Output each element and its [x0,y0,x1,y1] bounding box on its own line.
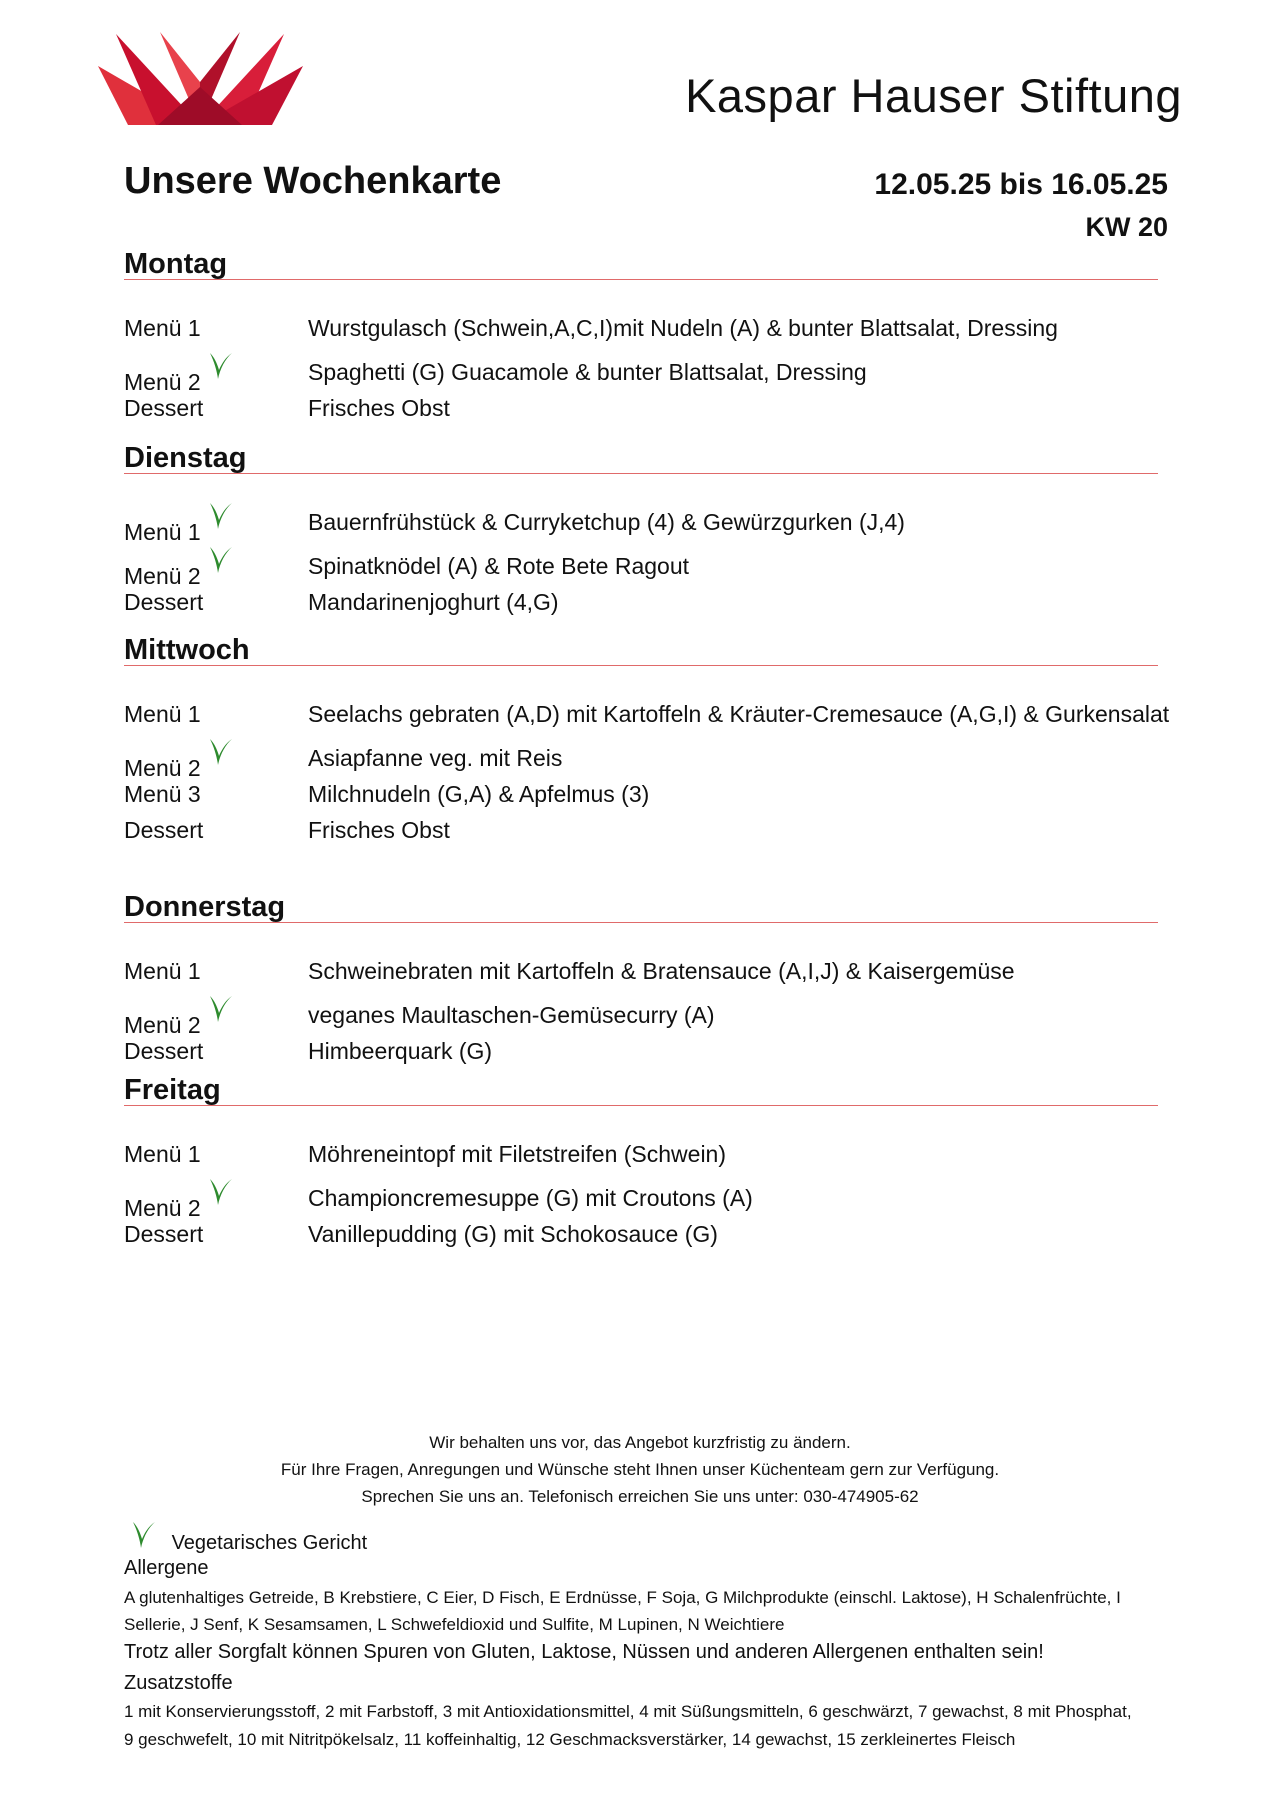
vegetarian-leaf-icon [205,555,233,587]
menu-item-label [124,783,201,806]
menu-item-label-text: Dessert [124,1038,204,1064]
menu-item-label-text: Menü 2 [124,1195,201,1221]
menu-item-dish: veganes Maultaschen-Gemüsecurry (A) [308,1002,715,1028]
menu-item-dish: Seelachs gebraten (A,D) mit Kartoffeln & Kräuter-Cremesauce (A,G,I) & Gurkensalat [308,701,1170,727]
notice-phone: Sprechen Sie uns an. Telefonisch erreichen Sie uns unter: 030-474905-62 [361,1487,919,1506]
menu-item-label [124,960,201,983]
notice-change: Wir behalten uns vor, das Angebot kurzfristig zu ändern. [429,1433,851,1452]
vegetarian-leaf-icon [205,1187,233,1219]
menu-item-label [124,703,201,726]
traces-warning: Trotz aller Sorgfalt können Spuren von Gluten, Laktose, Nüssen und anderen Allergenen enthalten sein! [124,1641,1044,1663]
menu-item-label [124,511,233,544]
date-range: 12.05.25 bis 16.05.25 [874,168,1168,201]
vegetarian-leaf-icon [205,1004,233,1036]
menu-item-label [124,1040,203,1063]
menu-item-label-text: Menü 1 [124,315,201,341]
menu-item-dish: Möhreneintopf mit Filetstreifen (Schwein) [308,1141,726,1167]
menu-item-label-text: Menü 1 [124,701,201,727]
menu-item-dish: Schweinebraten mit Kartoffeln & Bratensauce (A,I,J) & Kaisergemüse [308,958,1015,984]
page-title: Unsere Wochenkarte [124,160,502,202]
additives-list-line-1: 1 mit Konservierungsstoff, 2 mit Farbstoff, 3 mit Antioxidationsmittel, 4 mit Süßungsmitteln, 6 geschwärzt, 7 gewachst, 8 mit Phosphat, [124,1702,1132,1721]
vegetarian-leaf-icon [128,1520,156,1552]
menu-item-label [124,1187,233,1220]
menu-item-label-text: Menü 2 [124,755,201,781]
vegetarian-leaf-icon [205,511,233,543]
day-divider [124,665,1158,666]
menu-item-dish: Spaghetti (G) Guacamole & bunter Blattsalat, Dressing [308,359,867,385]
menu-item-dish: Spinatknödel (A) & Rote Bete Ragout [308,553,690,579]
menu-item-dish: Bauernfrühstück & Curryketchup (4) & Gewürzgurken (J,4) [308,509,905,535]
day-heading: Donnerstag [124,891,286,923]
menu-item-label-text: Menü 2 [124,369,201,395]
menu-item-label-text: Dessert [124,589,204,615]
menu-item-label [124,555,233,588]
day-heading: Dienstag [124,442,247,474]
menu-item-dish: Frisches Obst [308,817,450,843]
menu-item-label-text: Menü 2 [124,1012,201,1038]
menu-item-label-text: Menü 1 [124,958,201,984]
allergens-heading: Allergene [124,1557,209,1579]
day-heading: Freitag [124,1074,221,1106]
allergens-list-line-1: A glutenhaltiges Getreide, B Krebstiere, C Eier, D Fisch, E Erdnüsse, F Soja, G Milchprodukte (einschl. Laktose), H Schalenfrüchte, I [124,1588,1121,1607]
day-heading: Montag [124,248,228,280]
menu-item-label-text: Dessert [124,395,204,421]
vegetarian-leaf-icon [205,747,233,779]
menu-item-dish: Himbeerquark (G) [308,1038,493,1064]
menu-item-label-text: Dessert [124,1221,204,1247]
vegetarian-leaf-icon [205,361,233,393]
allergens-list-line-2: Sellerie, J Senf, K Sesamsamen, L Schwefeldioxid und Sulfite, M Lupinen, N Weichtiere [124,1615,785,1634]
menu-item-dish: Frisches Obst [308,395,450,421]
menu-item-label [124,1143,201,1166]
notice-contact: Für Ihre Fragen, Anregungen und Wünsche steht Ihnen unser Küchenteam gern zur Verfügung. [280,1460,1000,1479]
day-divider [124,922,1158,923]
vegetarian-legend [124,1520,367,1555]
menu-item-label [124,397,203,420]
vegetarian-legend-label: Vegetarisches Gericht [171,1532,368,1554]
menu-item-label [124,361,233,394]
menu-item-label-text: Menü 1 [124,1141,201,1167]
week-label: KW 20 [1085,212,1168,242]
menu-item-label [124,1223,203,1246]
menu-item-label-text: Menü 3 [124,781,201,807]
day-divider [124,473,1158,474]
menu-item-label-text: Menü 2 [124,563,201,589]
menu-item-label-text: Menü 1 [124,519,201,545]
menu-item-dish: Asiapfanne veg. mit Reis [308,745,563,771]
day-heading: Mittwoch [124,634,250,666]
additives-heading: Zusatzstoffe [124,1672,233,1694]
menu-item-dish: Mandarinenjoghurt (4,G) [308,589,559,615]
additives-list-line-2: 9 geschwefelt, 10 mit Nitritpökelsalz, 11 koffeinhaltig, 12 Geschmacksverstärker, 14 gewachst, 15 zerkleinertes Fleisch [124,1730,1016,1749]
menu-item-dish: Wurstgulasch (Schwein,A,C,I)mit Nudeln (A) & bunter Blattsalat, Dressing [308,315,1058,341]
menu-item-label [124,317,201,340]
organization-name: Kaspar Hauser Stiftung [685,69,1182,122]
day-divider [124,1105,1158,1106]
menu-item-dish: Milchnudeln (G,A) & Apfelmus (3) [308,781,650,807]
menu-item-dish: Championcremesuppe (G) mit Croutons (A) [308,1185,753,1211]
menu-item-label [124,747,233,780]
menu-item-dish: Vanillepudding (G) mit Schokosauce (G) [308,1221,718,1247]
lotus-logo-icon [98,32,303,127]
day-divider [124,279,1158,280]
menu-item-label [124,1004,233,1037]
menu-item-label [124,819,203,842]
menu-item-label [124,591,203,614]
menu-item-label-text: Dessert [124,817,204,843]
